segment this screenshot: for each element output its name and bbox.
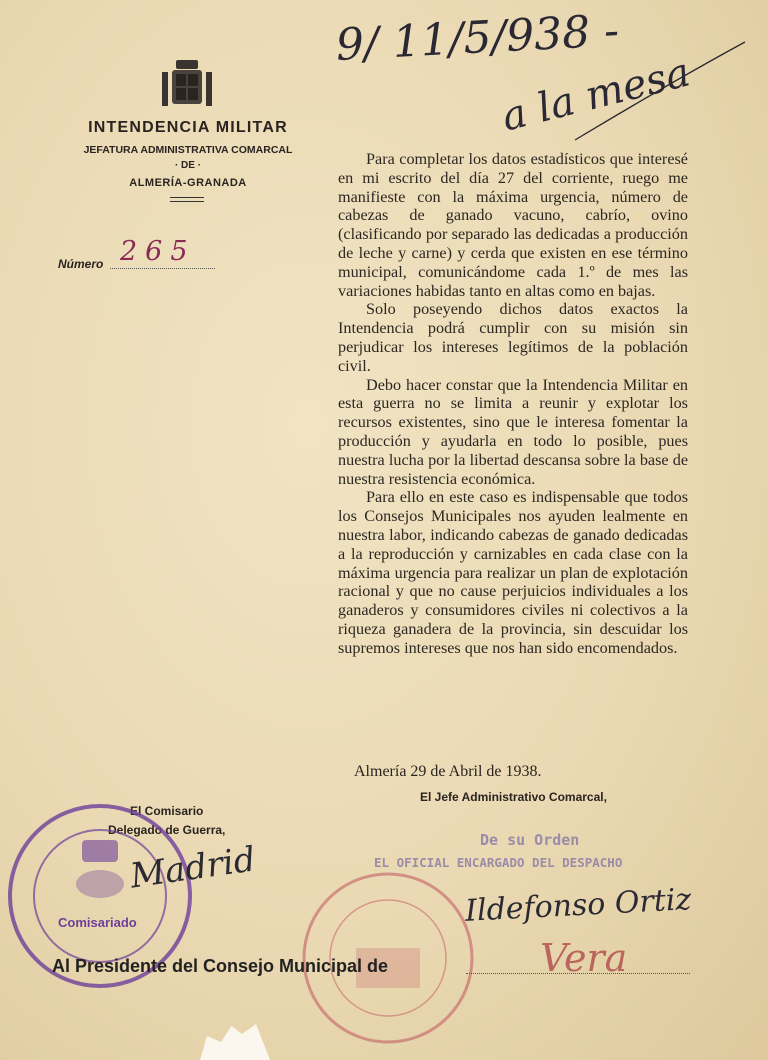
comisario-line: El Comisario: [130, 804, 204, 818]
numero-line: [110, 268, 215, 269]
addressee-handwritten: Vera: [540, 936, 628, 980]
stamp-center-text: Comisariado: [58, 915, 137, 930]
header-divider: [170, 197, 204, 198]
numero-label: Número: [58, 257, 104, 271]
header-divider: [170, 201, 204, 202]
addressee-line: Al Presidente del Consejo Municipal de: [52, 956, 389, 976]
letter-body: [338, 150, 688, 658]
header-de: · DE ·: [174, 160, 202, 171]
signature-left: Madrid: [127, 839, 258, 897]
orden-stamp-line: EL OFICIAL ENCARGADO DEL DESPACHO: [374, 855, 623, 870]
handwritten-routing-note: a la mesa: [497, 49, 695, 141]
numero-value: 265: [120, 236, 196, 267]
coat-of-arms-icon: [158, 58, 216, 110]
header-place: ALMERÍA-GRANADA: [129, 177, 247, 189]
header-subtitle: JEFATURA ADMINISTRATIVA COMARCAL: [83, 144, 293, 156]
paper-tear: [200, 1020, 270, 1060]
body-paragraph: Debo hacer constar que la Intendencia Militar en esta guerra no se limita a reunir y explotar los recursos existentes, sino que le interesa fomentar la producción y ayudarla en todo lo posible, pues nuestra lucha por la libertad descansa sobre la base de nuestra resistencia económica.: [338, 375, 688, 488]
handwritten-stroke: [555, 40, 755, 150]
orden-stamp-line: De su Orden: [480, 831, 580, 849]
body-paragraph: Para completar los datos estadísticos que interesé en mi escrito del día 27 del corriente, ruego me manifieste con la máxima urgencia, número de cabezas de ganado vacuno, cabrío, ovino (clasificando por separado las dedicadas a producción de leche y carne) y cerda que existen en ese término municipal, comunicándome cada 1.º de mes las variaciones habidas tanto en altas como en bajas.: [338, 150, 688, 300]
header-title: INTENDENCIA MILITAR: [88, 119, 288, 136]
date-line: Almería 29 de Abril de 1938.: [354, 763, 542, 780]
handwritten-date-note: 9/ 11/5/938 -: [334, 5, 621, 71]
jefe-title: El Jefe Administrativo Comarcal,: [420, 790, 607, 804]
body-paragraph: Para ello en este caso es indispensable que todos los Consejos Municipales nos ayuden lealmente en nuestra labor, indicando cabezas de ganado dedicadas a la reproducción y carnizables en cada clase con la máxima urgencia para realizar un plan de explotación racional y que no cause perjuicios individuales a los ganaderos y consumidores civiles ni colectivos a la riqueza ganadera de la provincia, sin descuidar los supremos intereses que nos han sido encomendados.: [338, 488, 688, 657]
comisario-line: Delegado de Guerra,: [108, 823, 226, 837]
body-paragraph: Solo poseyendo dichos datos exactos la Intendencia podrá cumplir con su misión sin perjudicar los intereses legítimos de la población civil.: [338, 300, 688, 375]
signature-right: Ildefonso Ortiz: [464, 882, 693, 929]
